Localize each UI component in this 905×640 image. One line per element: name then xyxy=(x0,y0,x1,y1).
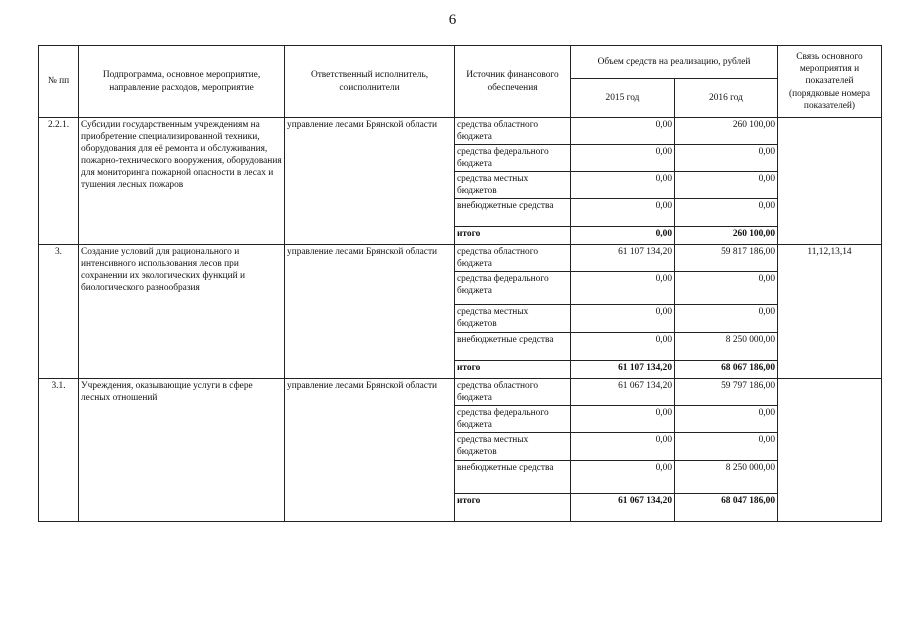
table-row xyxy=(39,379,882,406)
header-link: Связь основного мероприятия и показателей (порядковые номера показателей) xyxy=(778,46,882,118)
value-2016: 0,00 xyxy=(675,272,778,305)
section-executor: управление лесами Брянской области xyxy=(285,379,455,522)
indicator-link: 11,12,13,14 xyxy=(778,245,882,379)
value-2016: 59 797 186,00 xyxy=(675,379,778,406)
indicator-link xyxy=(778,379,882,522)
header-source: Источник финансового обеспечения xyxy=(455,46,571,118)
source-cell: средства областного бюджета xyxy=(455,118,571,145)
section-title: Субсидии государственным учреждениям на приобретение специализированной техники, оборудования для её ремонта и обслуживания, пожарно-технического вооружения, оборудования для мониторинга пожарной опасности в лесах и тушения лесных пожаров xyxy=(79,118,285,245)
value-2016: 260 100,00 xyxy=(675,118,778,145)
value-2016: 0,00 xyxy=(675,433,778,461)
source-cell: средства федерального бюджета xyxy=(455,272,571,305)
value-2015: 0,00 xyxy=(571,433,675,461)
source-cell: средства областного бюджета xyxy=(455,379,571,406)
source-cell: средства местных бюджетов xyxy=(455,433,571,461)
section-title: Создание условий для рационального и интенсивного использования лесов при сохранении их экологических функций и биологического разнообразия xyxy=(79,245,285,379)
header-program: Подпрограмма, основное мероприятие, направление расходов, мероприятие xyxy=(79,46,285,118)
section-number: 3.1. xyxy=(39,379,79,522)
section-executor: управление лесами Брянской области xyxy=(285,118,455,245)
header-year-2016: 2016 год xyxy=(675,79,778,118)
value-2015: 0,00 xyxy=(571,118,675,145)
page-number: 6 xyxy=(448,12,457,28)
total-2015: 61 107 134,20 xyxy=(571,361,675,379)
value-2015: 0,00 xyxy=(571,333,675,361)
section-number: 2.2.1. xyxy=(39,118,79,245)
source-cell: средства федерального бюджета xyxy=(455,145,571,172)
table-row xyxy=(39,118,882,145)
header-volume: Объем средств на реализацию, рублей xyxy=(571,46,778,79)
source-cell: внебюджетные средства xyxy=(455,199,571,227)
value-2016: 0,00 xyxy=(675,199,778,227)
source-cell: средства местных бюджетов xyxy=(455,172,571,199)
source-cell: внебюджетные средства xyxy=(455,333,571,361)
table-row xyxy=(39,245,882,272)
financing-table xyxy=(38,45,882,522)
total-2016: 68 047 186,00 xyxy=(675,494,778,522)
value-2015: 0,00 xyxy=(571,406,675,433)
header-num: № пп xyxy=(39,46,79,118)
value-2016: 8 250 000,00 xyxy=(675,333,778,361)
section-executor: управление лесами Брянской области xyxy=(285,245,455,379)
section-title: Учреждения, оказывающие услуги в сфере лесных отношений xyxy=(79,379,285,522)
source-cell: средства областного бюджета xyxy=(455,245,571,272)
total-2016: 68 067 186,00 xyxy=(675,361,778,379)
source-cell: внебюджетные средства xyxy=(455,461,571,494)
total-2015: 61 067 134,20 xyxy=(571,494,675,522)
source-cell: средства федерального бюджета xyxy=(455,406,571,433)
value-2016: 0,00 xyxy=(675,145,778,172)
total-label: итого xyxy=(455,227,571,245)
value-2015: 61 107 134,20 xyxy=(571,245,675,272)
value-2015: 0,00 xyxy=(571,145,675,172)
total-2015: 0,00 xyxy=(571,227,675,245)
value-2016: 0,00 xyxy=(675,406,778,433)
section-number: 3. xyxy=(39,245,79,379)
indicator-link xyxy=(778,118,882,245)
header-year-2015: 2015 год xyxy=(571,79,675,118)
value-2015: 0,00 xyxy=(571,305,675,333)
total-2016: 260 100,00 xyxy=(675,227,778,245)
total-label: итого xyxy=(455,361,571,379)
value-2015: 0,00 xyxy=(571,272,675,305)
total-label: итого xyxy=(455,494,571,522)
value-2016: 8 250 000,00 xyxy=(675,461,778,494)
value-2016: 0,00 xyxy=(675,305,778,333)
source-cell: средства местных бюджетов xyxy=(455,305,571,333)
value-2015: 0,00 xyxy=(571,172,675,199)
value-2015: 0,00 xyxy=(571,461,675,494)
value-2015: 0,00 xyxy=(571,199,675,227)
value-2015: 61 067 134,20 xyxy=(571,379,675,406)
value-2016: 59 817 186,00 xyxy=(675,245,778,272)
header-executor: Ответственный исполнитель, соисполнители xyxy=(285,46,455,118)
value-2016: 0,00 xyxy=(675,172,778,199)
